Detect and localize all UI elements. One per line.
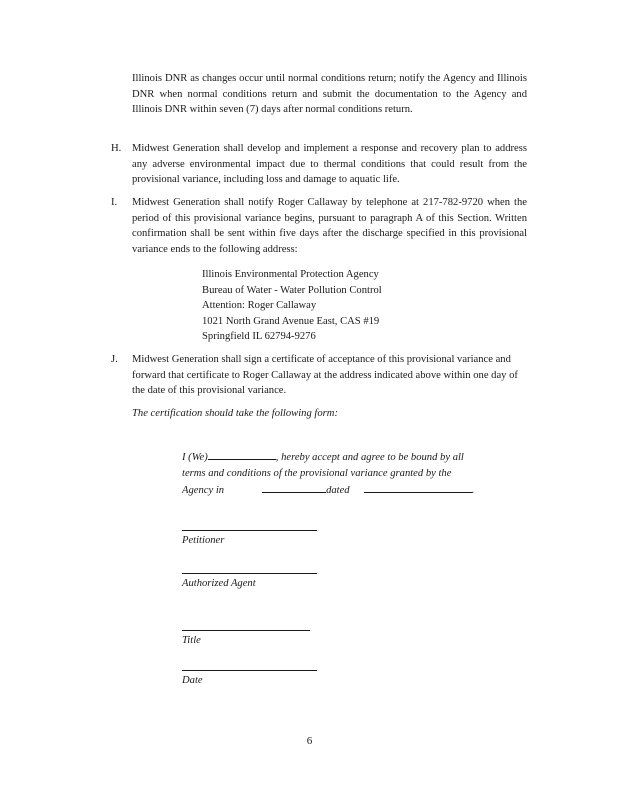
certificate-dated-label: dated bbox=[326, 485, 350, 496]
title-label: Title bbox=[182, 635, 201, 646]
date-blank[interactable] bbox=[364, 481, 472, 493]
certificate-line-2: terms and conditions of the provisional variance granted by the bbox=[182, 467, 452, 479]
address-line: Springfield IL 62794-9276 bbox=[202, 331, 316, 342]
authorized-agent-label: Authorized Agent bbox=[182, 578, 256, 589]
agent-signature bbox=[182, 573, 317, 591]
certificate-we-label: I (We) bbox=[182, 452, 208, 463]
certificate-accept-text: , hereby accept and agree to be bound by all bbox=[275, 452, 464, 463]
name-blank[interactable] bbox=[208, 448, 276, 460]
address-line: Illinois Environmental Protection Agency bbox=[202, 269, 379, 280]
certificate-form bbox=[182, 448, 512, 499]
item-j-letter: J. bbox=[111, 354, 118, 365]
certificate-end-period: . bbox=[471, 485, 475, 496]
title-signature bbox=[182, 630, 310, 648]
item-h-letter: H. bbox=[111, 143, 122, 154]
address-line: Attention: Roger Callaway bbox=[202, 300, 317, 311]
date-label: Date bbox=[182, 675, 203, 686]
item-j-text: Midwest Generation shall sign a certificate of acceptance of this provisional variance and forward that certificate to Roger Callaway at the address indicated above within one day of the date of this provisional variance. bbox=[132, 354, 518, 396]
petitioner-label: Petitioner bbox=[182, 535, 225, 546]
mailing-address bbox=[202, 267, 502, 345]
certificate-agency-label: Agency in bbox=[182, 485, 225, 496]
agency-blank[interactable] bbox=[262, 481, 326, 493]
certificate-line-1 bbox=[182, 448, 512, 466]
certification-intro: The certification should take the following form: bbox=[132, 408, 338, 419]
item-i-text: Midwest Generation shall notify Roger Callaway by telephone at 217-782-9720 when the period of this provisional variance begins, pursuant to paragraph A of this Section. Written confirmation shall be sent within five days after the discharge specified in this provisional variance ends to the following address: bbox=[132, 197, 527, 255]
item-i bbox=[111, 195, 527, 257]
date-signature bbox=[182, 670, 317, 688]
petitioner-signature bbox=[182, 530, 317, 548]
certificate-line-3 bbox=[182, 481, 512, 499]
item-h bbox=[111, 141, 527, 188]
item-i-letter: I. bbox=[111, 197, 118, 208]
intro-paragraph: Illinois DNR as changes occur until normal conditions return; notify the Agency and Illinois DNR when normal conditions return and submit the documentation to the Agency and Illinois DNR within seven (7) days after normal conditions return. bbox=[132, 73, 527, 115]
address-line: Bureau of Water - Water Pollution Control bbox=[202, 284, 382, 296]
page-number: 6 bbox=[306, 735, 313, 747]
item-h-text: Midwest Generation shall develop and implement a response and recovery plan to address any adverse environmental impact due to thermal conditions that could result from the provisional variance, including loss and damage to aquatic life. bbox=[132, 143, 527, 185]
item-j bbox=[111, 352, 527, 399]
address-line: 1021 North Grand Avenue East, CAS #19 bbox=[202, 315, 380, 327]
